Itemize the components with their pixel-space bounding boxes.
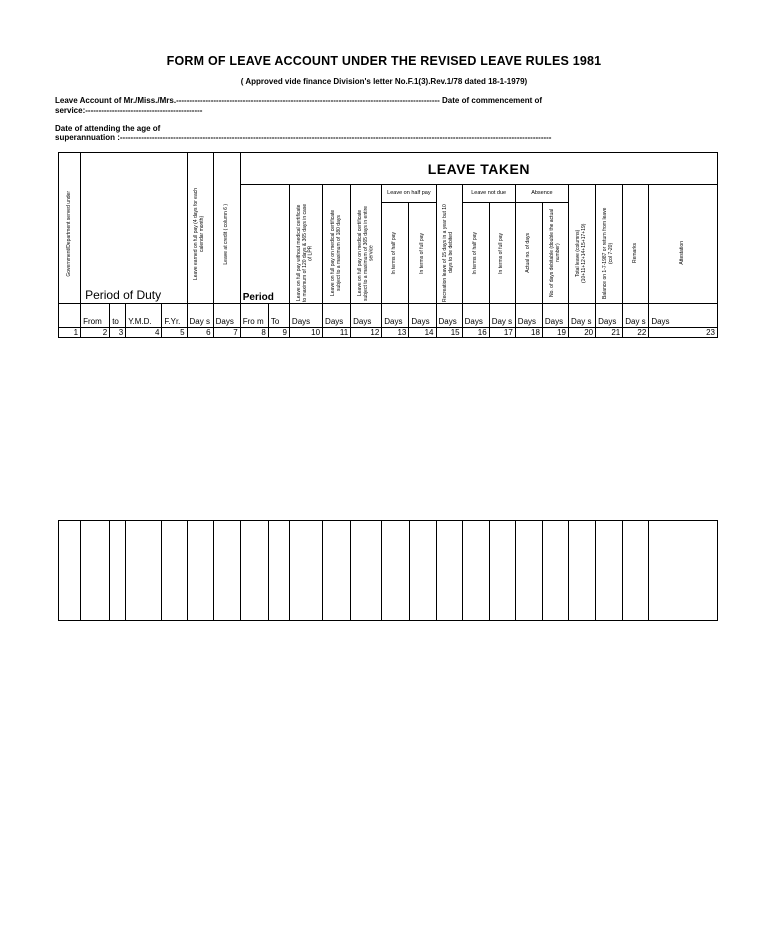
sub-days-23: Days xyxy=(649,304,718,328)
sub-day-s-17: Day s xyxy=(489,304,515,328)
total-leave-header: Total leave (columns) (10+11+12+14+15+17+19) xyxy=(569,185,596,304)
nd-full-header: In terms of full pay xyxy=(489,203,515,304)
entry-cell[interactable] xyxy=(126,521,162,621)
col-number: 4 xyxy=(126,328,162,338)
col-number: 5 xyxy=(162,328,187,338)
sub-fyr: F.Yr. xyxy=(162,304,187,328)
sub-day-s-6: Day s xyxy=(187,304,213,328)
sub-days-14: Days xyxy=(409,304,436,328)
leave-not-due-header: Leave not due xyxy=(462,185,515,203)
leave-earned-header: Leave earned on full pay (4 days for each calendar month) xyxy=(187,153,213,304)
period-header: Period xyxy=(240,185,289,304)
sub-days-12: Days xyxy=(351,304,382,328)
col-number: 9 xyxy=(268,328,289,338)
sub-days-7: Days xyxy=(213,304,240,328)
entry-cell[interactable] xyxy=(59,521,81,621)
med-180-header: Leave on full pay on medical certificate subject to a maximum of 180 days xyxy=(323,185,351,304)
entry-cell[interactable] xyxy=(489,521,515,621)
leave-credit-header: Leave at credit ( column 6 ) xyxy=(213,153,240,304)
col-number: 10 xyxy=(289,328,322,338)
sub-days-13: Days xyxy=(382,304,409,328)
entry-cell[interactable] xyxy=(351,521,382,621)
med-365-header: Leave on full pay on medical certificate subject to a maximum of 365 days in entire service xyxy=(351,185,382,304)
leave-account-table xyxy=(58,152,718,338)
col-number: 22 xyxy=(623,328,649,338)
leave-account-line: Leave Account of Mr./Miss./Mrs.--------------------------------------------------------------------------------------------------- Date of commencement of xyxy=(55,96,543,105)
entry-cell[interactable] xyxy=(436,521,462,621)
col-number: 14 xyxy=(409,328,436,338)
entry-cell[interactable] xyxy=(268,521,289,621)
entry-cell[interactable] xyxy=(110,521,126,621)
col-number: 7 xyxy=(213,328,240,338)
col-number: 16 xyxy=(462,328,489,338)
nd-half-header: In terms of half pay xyxy=(462,203,489,304)
col-number: 12 xyxy=(351,328,382,338)
entry-cell[interactable] xyxy=(596,521,623,621)
balance-header: Balance on 1-7-1987 or return from leave (col 7-20) xyxy=(596,185,623,304)
entry-cell[interactable] xyxy=(213,521,240,621)
col-number: 13 xyxy=(382,328,409,338)
sub-to: to xyxy=(110,304,126,328)
med-cert-header: Leave on full pay without medical certificate to maximum of 120 days & 365 days in case of LPR xyxy=(289,185,322,304)
col-number: 19 xyxy=(542,328,568,338)
entry-cell[interactable] xyxy=(649,521,718,621)
sub-day-s-22: Day s xyxy=(623,304,649,328)
col-number: 11 xyxy=(323,328,351,338)
half-terms-header: In terms of half pay xyxy=(382,203,409,304)
full-terms-header: In terms of full pay xyxy=(409,203,436,304)
col-number: 17 xyxy=(489,328,515,338)
entry-cell[interactable] xyxy=(187,521,213,621)
recreation-header: Recreation leave of 15 days in a year but 10 days to be debited xyxy=(436,185,462,304)
col-number: 20 xyxy=(569,328,596,338)
sub-to-9: To xyxy=(268,304,289,328)
sub-from-8: Fro m xyxy=(240,304,268,328)
col-number: 18 xyxy=(515,328,542,338)
superannuation-line: superannuation :------------------------------------------------------------------------------------------------------------------------------------------------------------------ xyxy=(55,133,552,142)
sub-days-11: Days xyxy=(323,304,351,328)
entry-cell[interactable] xyxy=(409,521,436,621)
attestation-header: Attestation xyxy=(649,185,718,304)
sub-days-10: Days xyxy=(289,304,322,328)
sub-days-21: Days xyxy=(596,304,623,328)
absence-header: Absence xyxy=(515,185,568,203)
period-of-duty-header: Period of Duty xyxy=(81,153,187,304)
form-title: FORM OF LEAVE ACCOUNT UNDER THE REVISED LEAVE RULES 1981 xyxy=(166,54,602,68)
entry-cell[interactable] xyxy=(323,521,351,621)
sub-ymd: Y.M.D. xyxy=(126,304,162,328)
col-number: 6 xyxy=(187,328,213,338)
entry-cell[interactable] xyxy=(162,521,187,621)
sub-from: From xyxy=(81,304,110,328)
debitable-header: No. of days debitable (double the actual number) xyxy=(542,203,568,304)
entry-cell[interactable] xyxy=(382,521,409,621)
entry-cell[interactable] xyxy=(515,521,542,621)
entry-cell[interactable] xyxy=(240,521,268,621)
entry-cell[interactable] xyxy=(569,521,596,621)
entry-cell[interactable] xyxy=(623,521,649,621)
sub-days-15: Days xyxy=(436,304,462,328)
entry-cell[interactable] xyxy=(543,521,569,621)
form-subtitle: ( Approved vide finance Division's letter No.F.1(3).Rev.1/78 dated 18-1-1979) xyxy=(240,77,528,86)
govt-dept-header: Government/Department served under xyxy=(59,153,81,304)
superannuation-label: Date of attending the age of xyxy=(55,124,161,133)
col-number: 21 xyxy=(596,328,623,338)
remarks-header: Remarks xyxy=(623,185,649,304)
col-number: 8 xyxy=(240,328,268,338)
entry-grid xyxy=(58,520,718,621)
col-number: 3 xyxy=(110,328,126,338)
col-number: 1 xyxy=(59,328,81,338)
service-line: service:-------------------------------------------- xyxy=(55,106,203,115)
leave-half-pay-header: Leave on half pay xyxy=(382,185,436,203)
entry-cell[interactable] xyxy=(81,521,110,621)
sub-days-18: Days xyxy=(515,304,542,328)
sub-day-s-20: Day s xyxy=(569,304,596,328)
entry-cell[interactable] xyxy=(289,521,322,621)
col-number: 23 xyxy=(649,328,718,338)
entry-cell[interactable] xyxy=(462,521,489,621)
col-number: 15 xyxy=(436,328,462,338)
leave-taken-header: LEAVE TAKEN xyxy=(240,153,717,185)
col-number: 2 xyxy=(81,328,110,338)
sub-days-16: Days xyxy=(462,304,489,328)
sub-days-19: Days xyxy=(542,304,568,328)
actual-days-header: Actual no. of days xyxy=(515,203,542,304)
